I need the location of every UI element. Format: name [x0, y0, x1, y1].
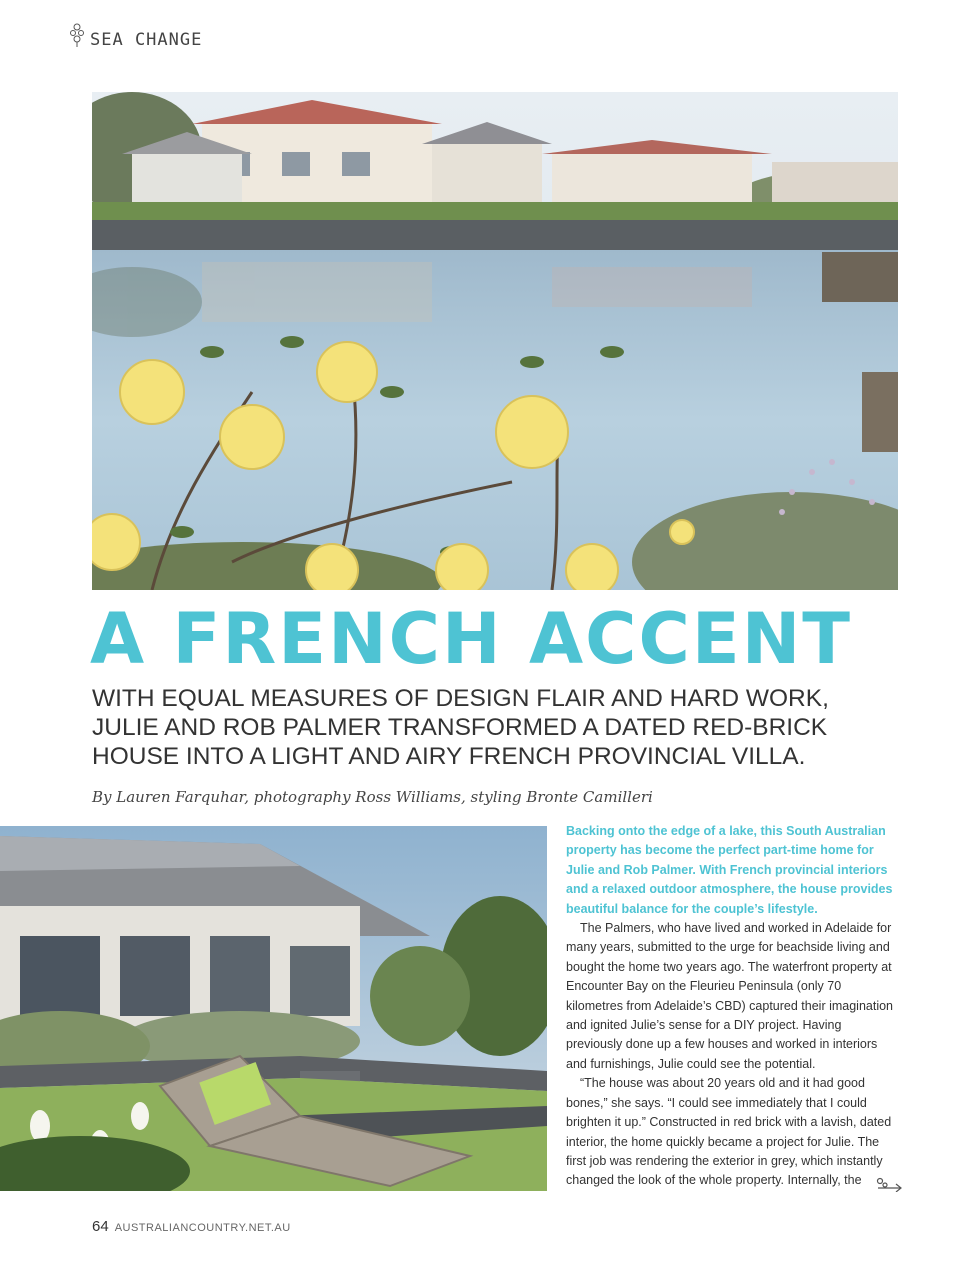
section-label: SEA CHANGE: [90, 30, 203, 50]
section-tag: [68, 20, 202, 50]
article-title: A FRENCH ACCENT: [90, 598, 853, 680]
article-deck: WITH EQUAL MEASURES OF DESIGN FLAIR AND HARD WORK, JULIE AND ROB PALMER TRANSFORMED A DATED RED-BRICK HOUSE INTO A LIGHT AND AIRY FRENCH PROVINCIAL VILLA.: [92, 685, 829, 770]
body-paragraph: “The house was about 20 years old and it had good bones,” she says. “I could see immediately that I could brighten it up.” Constructed in red brick with a lavish, dated interior, the home quickly became a project for Julie. The first job was rendering the exterior in grey, which instantly changed the look of the whole property. Internally, the: [566, 1076, 892, 1188]
flourish-icon: [68, 22, 86, 48]
article-body: [566, 822, 896, 1191]
arrow-continue-icon: [874, 1176, 904, 1192]
garden-photo: [0, 826, 547, 1191]
hero-photo: [92, 92, 898, 590]
byline: By Lauren Farquhar, photography Ross Williams, styling Bronte Camilleri: [92, 788, 653, 806]
lead-paragraph: Backing onto the edge of a lake, this South Australian property has become the perfect part-time home for Julie and Rob Palmer. With French provincial interiors and a relaxed outdoor atmosphere, the house provides beautiful balance for the couple’s lifestyle.: [566, 824, 893, 916]
page-footer: [92, 1218, 291, 1235]
body-paragraph: The Palmers, who have lived and worked in Adelaide for many years, submitted to the urge for beachside living and bought the home two years ago. The waterfront property at Encounter Bay on the Fleurieu Peninsula (only 70 kilometres from Adelaide’s CBD) captured their imagination and ignited Julie’s sense for a DIY project. Having previously done up a few houses and worked in interiors and furnishings, Julie could see the potential.: [566, 921, 894, 1071]
page-number: 64: [92, 1218, 109, 1235]
site-url: AUSTRALIANCOUNTRY.NET.AU: [114, 1222, 291, 1234]
